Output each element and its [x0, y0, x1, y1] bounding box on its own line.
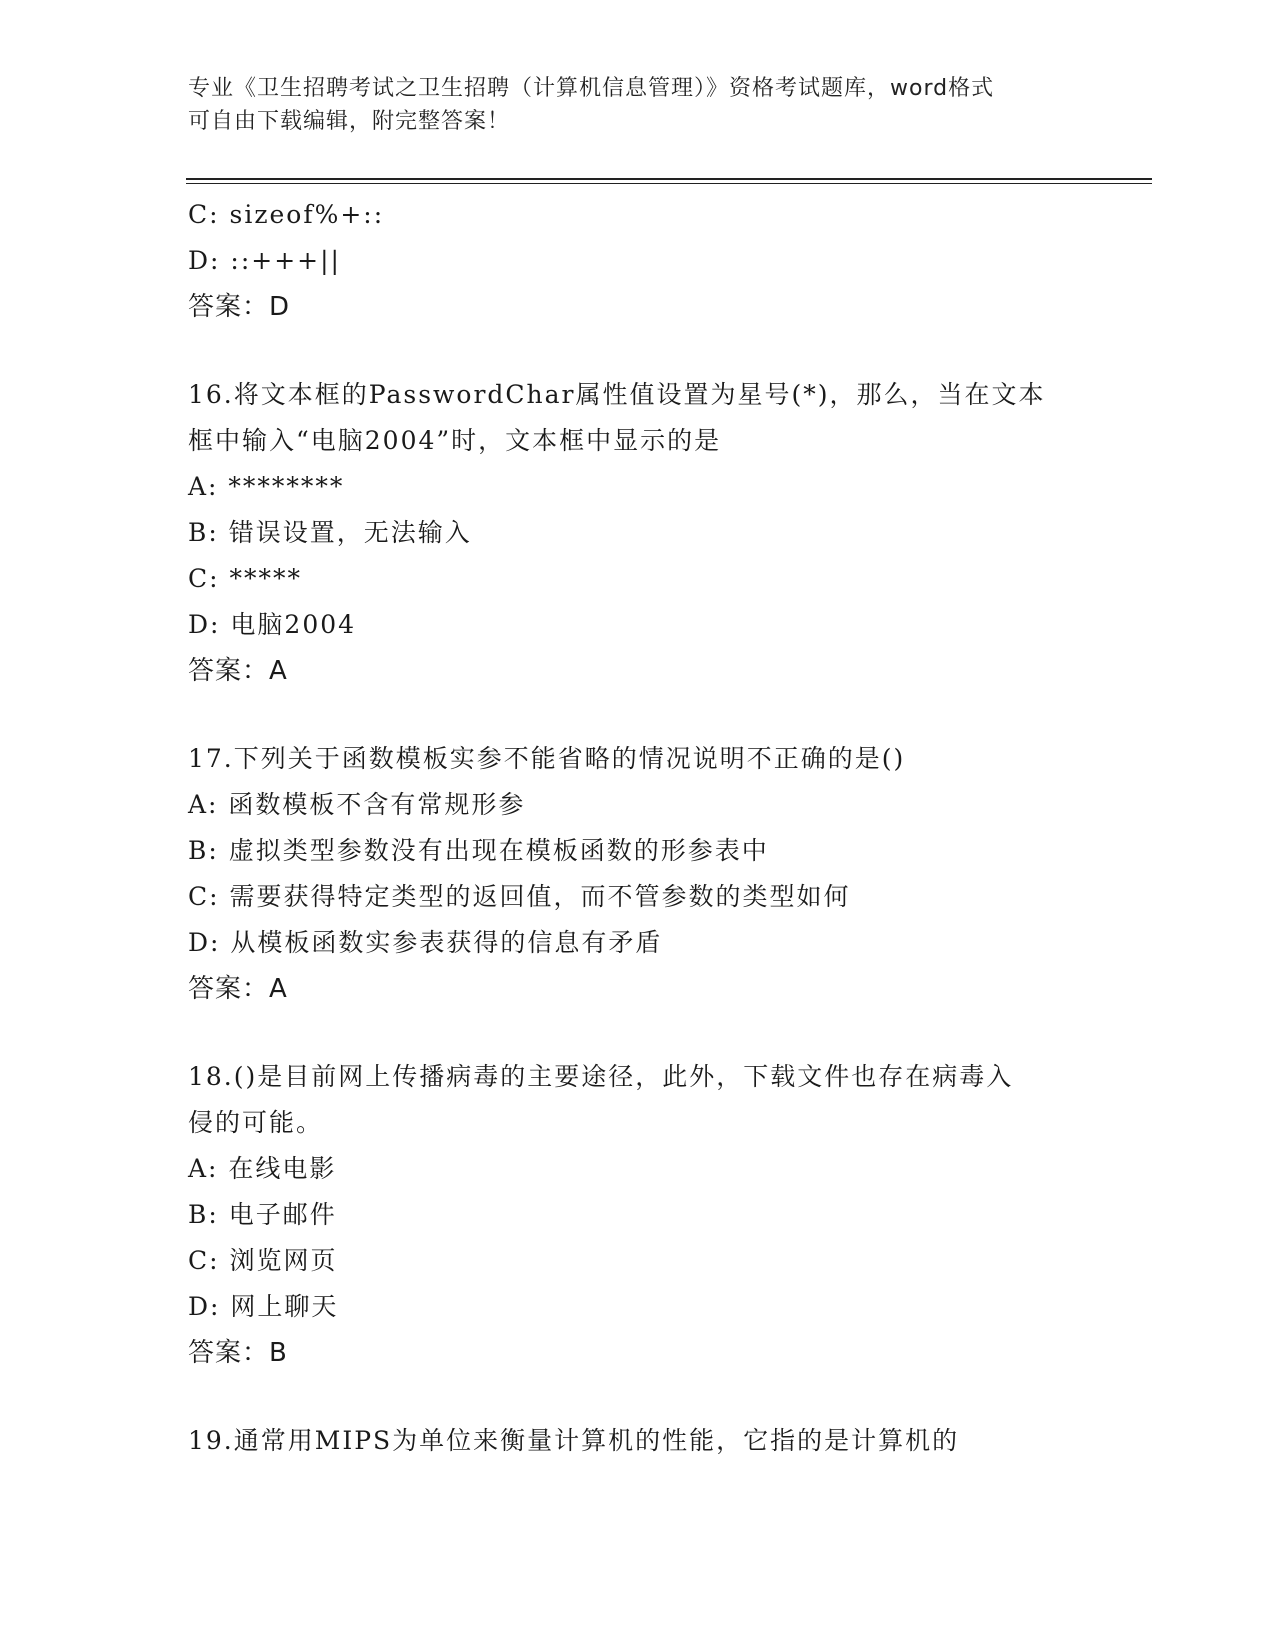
option-d: D: 从模板函数实参表获得的信息有矛盾 [188, 928, 663, 957]
option-d: D: 电脑2004 [188, 610, 357, 639]
question-18 [188, 1054, 1088, 1376]
answer: 答案：A [188, 656, 288, 686]
answer: 答案：A [188, 974, 288, 1004]
option-c: C: ***** [188, 564, 302, 593]
option-d: D: 网上聊天 [188, 1292, 339, 1321]
answer: 答案：B [188, 1338, 288, 1368]
document-body [188, 192, 1088, 1464]
header-line-2: 可自由下载编辑，附完整答案！ [188, 109, 511, 134]
question-15-tail [188, 192, 1088, 330]
question-stem: 17.下列关于函数模板实参不能省略的情况说明不正确的是() [188, 744, 906, 773]
option-a: A: ******** [188, 472, 345, 501]
header-divider [186, 178, 1152, 180]
document-header [188, 72, 1088, 138]
question-stem: 18.()是目前网上传播病毒的主要途径，此外，下载文件也存在病毒入 [188, 1062, 1014, 1091]
answer: 答案：D [188, 292, 291, 322]
option-b: B: 错误设置，无法输入 [188, 518, 472, 547]
option-d: D: ::+++|| [188, 246, 341, 275]
option-b: B: 虚拟类型参数没有出现在模板函数的形参表中 [188, 836, 769, 865]
option-c: C: sizeof%+:: [188, 200, 385, 229]
option-b: B: 电子邮件 [188, 1200, 337, 1229]
question-stem-cont: 侵的可能。 [188, 1108, 324, 1137]
option-c: C: 需要获得特定类型的返回值，而不管参数的类型如何 [188, 882, 851, 911]
question-19 [188, 1418, 1088, 1464]
question-stem: 19.通常用MIPS为单位来衡量计算机的性能，它指的是计算机的 [188, 1426, 960, 1455]
header-divider-thin [186, 183, 1152, 184]
question-stem: 16.将文本框的PasswordChar属性值设置为星号(*)，那么，当在文本 [188, 380, 1046, 409]
header-line-1: 专业《卫生招聘考试之卫生招聘（计算机信息管理）》资格考试题库，word格式 [188, 76, 995, 101]
option-a: A: 函数模板不含有常规形参 [188, 790, 526, 819]
option-a: A: 在线电影 [188, 1154, 337, 1183]
question-17 [188, 736, 1088, 1012]
option-c: C: 浏览网页 [188, 1246, 338, 1275]
question-16 [188, 372, 1088, 694]
question-stem-cont: 框中输入“电脑2004”时，文本框中显示的是 [188, 426, 722, 455]
